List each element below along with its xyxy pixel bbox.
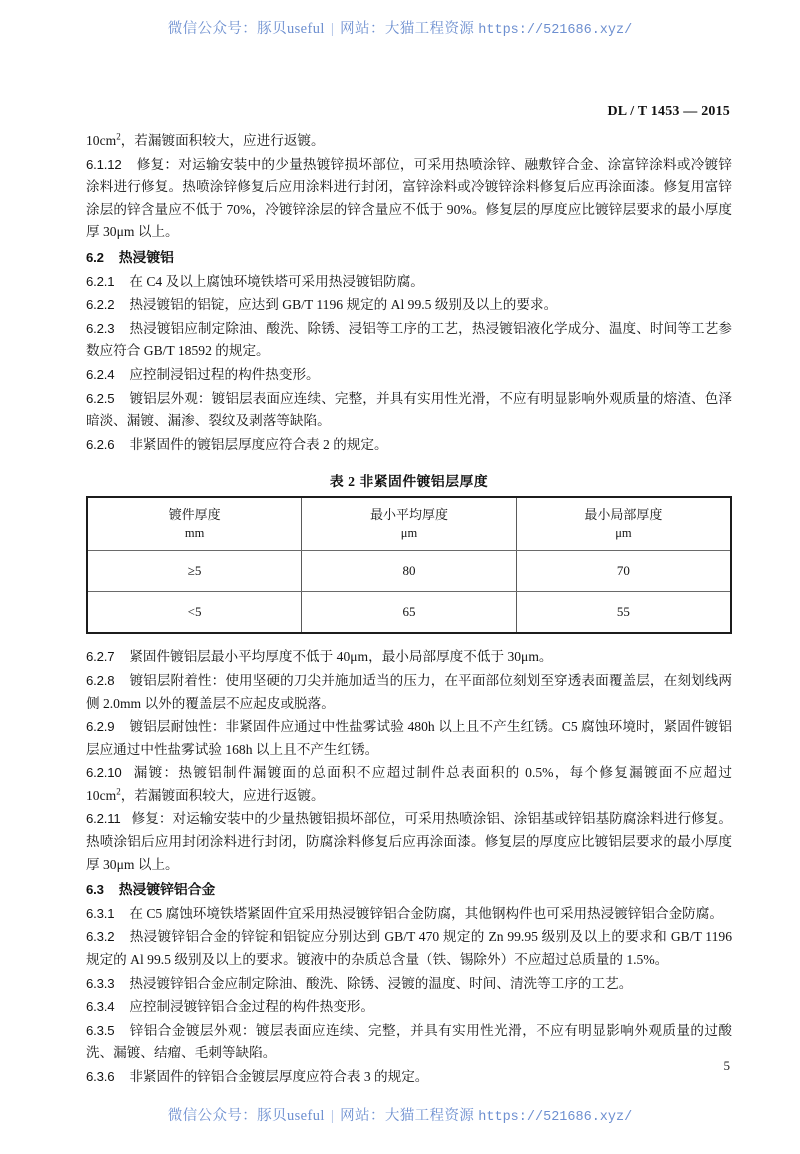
clause-text: 热浸镀铝应制定除油、酸洗、除锈、浸铝等工序的工艺，热浸镀铝液化学成分、温度、时间等工艺参数应符合 GB/T 18592 的规定。 — [86, 320, 732, 359]
clause-text: 镀铝层外观：镀铝层表面应连续、完整，并具有实用性光滑，不应有明显影响外观质量的熔渣、色泽暗淡、漏镀、漏渗、裂纹及剥落等缺陷。 — [86, 390, 732, 429]
table-row — [87, 551, 731, 592]
heading-text: 热浸镀锌铝合金 — [118, 882, 216, 898]
table-cell: 70 — [516, 551, 731, 592]
table-header-cell-min-local-thickness — [516, 497, 731, 551]
watermark-site-label: 网站：大猫工程资源 — [340, 1108, 475, 1124]
paragraph-6-2-11 — [86, 808, 732, 876]
clause-number: 6.3.3 — [86, 975, 115, 991]
paragraph-continuation — [86, 130, 732, 153]
clause-number: 6.3.4 — [86, 999, 115, 1015]
table-cell: 55 — [616, 604, 630, 620]
watermark-site-label: 网站：大猫工程资源 — [340, 21, 475, 37]
header-title: 最小平均厚度 — [369, 507, 448, 523]
watermark-url: https://521686.xyz/ — [478, 1110, 633, 1125]
table-cell: <5 — [87, 592, 302, 634]
page-number: 5 — [723, 1058, 730, 1073]
clause-number: 6.3.2 — [86, 929, 115, 945]
paragraph-6-3-3 — [86, 973, 732, 996]
clause-text: 热浸镀锌铝合金的锌锭和铝锭应分别达到 GB/T 470 规定的 Zn 99.95 级别及以上的要求和 GB/T 1196 规定的 Al 99.5 级别及以上的要求。镀液中的杂质总含量（铁、锡除外）不应超过总质量的 1.5%。 — [86, 929, 732, 968]
paragraph-6-2-10 — [86, 762, 732, 807]
header-title: 镀件厚度 — [168, 507, 221, 523]
clause-text: 在 C4 及以上腐蚀环境铁塔可采用热浸镀铝防腐。 — [129, 273, 424, 289]
clause-text: 锌铝合金镀层外观：镀层表面应连续、完整，并具有实用性光滑，不应有明显影响外观质量的过酸洗、漏镀、结瘤、毛刺等缺陷。 — [86, 1022, 732, 1061]
header-title: 最小局部厚度 — [584, 507, 663, 523]
table-header-cell-plating-thickness — [87, 497, 302, 551]
table-2-caption: 表 2 非紧固件镀铝层厚度 — [329, 474, 489, 490]
table-cell: ≥5 — [87, 551, 302, 592]
paragraph-6-3-1 — [86, 903, 732, 926]
clause-text: 修复：对运输安装中的少量热镀锌损坏部位，可采用热喷涂锌、融敷锌合金、涂富锌涂料或冷镀锌涂料进行修复。热喷涂锌修复后应用涂料进行封闭，富锌涂料或冷镀锌涂料修复后应再涂面漆。修复用富锌涂层的锌含量应不低于 70%，冷镀锌涂层的锌含量应不低于 90%。修复层的厚度应比镀锌层要求的最小厚度厚 30μm 以上。 — [86, 156, 732, 240]
paragraph-6-2-6 — [86, 434, 732, 457]
clause-number: 6.2.8 — [86, 672, 115, 688]
clause-text: 紧固件镀铝层最小平均厚度不低于 40μm，最小局部厚度不低于 30μm。 — [129, 649, 553, 665]
table-2-block — [86, 470, 732, 634]
watermark-wechat-label: 微信公众号：豚贝useful — [167, 21, 325, 37]
paragraph-6-2-4 — [86, 364, 732, 387]
paragraph-6-2-7 — [86, 646, 732, 669]
paragraph-6-3-4 — [86, 996, 732, 1019]
paragraph-6-2-3 — [86, 318, 732, 363]
clause-number: 6.3.6 — [86, 1069, 115, 1084]
clause-text: 镀铝层耐蚀性：非紧固件应通过中性盐雾试验 480h 以上且不产生红锈。C5 腐蚀环境时，紧固件镀铝层应通过中性盐雾试验 168h 以上且不产生红锈。 — [86, 719, 732, 757]
watermark-url: https://521686.xyz/ — [478, 23, 633, 38]
paragraph-6-3-6 — [86, 1066, 732, 1089]
paragraph-6-2-8 — [86, 670, 732, 715]
clause-text: 非紧固件的锌铝合金镀层厚度应符合表 3 的规定。 — [129, 1069, 429, 1084]
paragraph-6-3-5 — [86, 1020, 732, 1065]
superscript: 2 — [116, 786, 121, 797]
table-header-cell-min-average-thickness — [302, 497, 517, 551]
clause-text: 热浸镀锌铝合金应制定除油、酸洗、除锈、浸镀的温度、时间、清洗等工序的工艺。 — [129, 975, 633, 991]
clause-text: 修复：对运输安装中的少量热镀铝损坏部位，可采用热喷涂铝、涂铝基或锌铝基防腐涂料进行修复。热喷涂铝后应用封闭涂料进行封闭，防腐涂料修复后应再涂面漆。修复层的厚度应比镀铝层要求的最小厚度厚 30μm 以上。 — [86, 811, 732, 872]
clause-text: 应控制浸镀锌铝合金过程的构件热变形。 — [129, 999, 375, 1015]
watermark-bottom — [0, 1104, 800, 1125]
table-cell: 80 — [302, 551, 517, 592]
clause-number: 6.2.2 — [86, 297, 115, 313]
paragraph-6-2-2 — [86, 294, 732, 317]
clause-number: 6.2.11 — [86, 811, 121, 827]
heading-text: 热浸镀铝 — [118, 249, 174, 265]
heading-6-3 — [86, 879, 732, 902]
clause-number: 6.2.1 — [86, 273, 115, 289]
watermark-separator: | — [330, 1108, 335, 1124]
superscript: 2 — [116, 131, 121, 142]
heading-number: 6.2 — [86, 249, 104, 265]
paragraph-6-2-1 — [86, 271, 732, 294]
paragraph-text-post: ，若漏镀面积较大，应进行返镀。 — [120, 133, 325, 148]
clause-text: 应控制浸铝过程的构件热变形。 — [129, 366, 320, 382]
heading-number: 6.3 — [86, 882, 104, 898]
table-cell: 65 — [302, 592, 517, 634]
header-unit: μm — [615, 526, 632, 541]
clause-text: 热浸镀铝的铝锭，应达到 GB/T 1196 规定的 Al 99.5 级别及以上的要求。 — [129, 297, 558, 313]
running-head-standard-number: DL / T 1453 — 2015 — [607, 104, 730, 119]
clause-text: 镀铝层附着性：使用坚硬的刀尖并施加适当的压力，在平面部位刻划至穿透表面覆盖层，在刻划线两侧 2.0mm 以外的覆盖层不应起皮或脱落。 — [86, 672, 732, 711]
document-body — [86, 130, 732, 1090]
clause-text: 非紧固件的镀铝层厚度应符合表 2 的规定。 — [129, 436, 388, 452]
paragraph-text-pre: 10cm — [86, 133, 117, 148]
clause-text-post: ，若漏镀面积较大，应进行返镀。 — [120, 787, 325, 803]
watermark-top — [0, 17, 800, 38]
table-header-row — [87, 497, 731, 551]
clause-number: 6.3.1 — [86, 905, 115, 921]
clause-number: 6.2.4 — [86, 366, 115, 382]
clause-number: 6.2.7 — [86, 649, 115, 665]
clause-text: 在 C5 腐蚀环境铁塔紧固件宜采用热浸镀锌铝合金防腐，其他钢构件也可采用热浸镀锌铝合金防腐。 — [129, 905, 723, 921]
paragraph-6-2-9 — [86, 716, 732, 761]
header-unit: mm — [184, 526, 205, 541]
clause-number: 6.2.9 — [86, 719, 115, 735]
clause-text-pre: 漏镀：热镀铝制件漏镀面的总面积不应超过制件总表面积的 0.5%，每个修复漏镀面不应超过 10cm — [86, 765, 732, 803]
watermark-wechat-label: 微信公众号：豚贝useful — [167, 1108, 325, 1124]
paragraph-6-3-2 — [86, 926, 732, 971]
paragraph-6-1-12 — [86, 154, 732, 244]
table-row — [87, 592, 731, 634]
watermark-separator: | — [330, 21, 335, 37]
clause-number: 6.3.5 — [86, 1022, 115, 1038]
table-2 — [86, 496, 732, 634]
clause-number: 6.2.10 — [86, 765, 122, 781]
clause-number: 6.1.12 — [86, 156, 122, 172]
heading-6-2 — [86, 247, 732, 270]
paragraph-6-2-5 — [86, 388, 732, 433]
clause-number: 6.2.6 — [86, 436, 115, 452]
clause-number: 6.2.5 — [86, 390, 115, 406]
header-unit: μm — [400, 526, 418, 541]
clause-number: 6.2.3 — [86, 320, 115, 336]
